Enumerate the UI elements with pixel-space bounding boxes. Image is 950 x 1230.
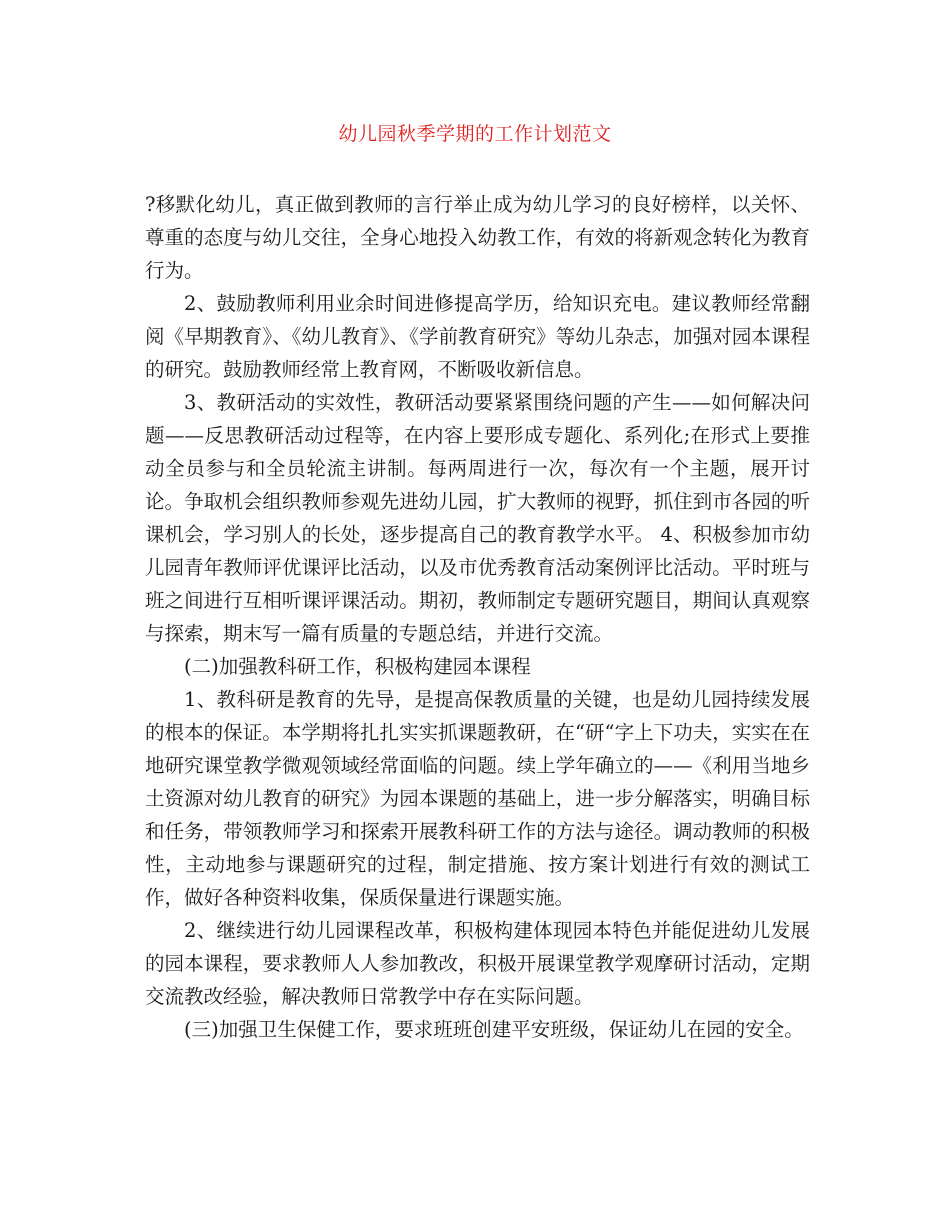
section-heading-3: (三)加强卫生保健工作，要求班班创建平安班级，保证幼儿在园的安全。 (184, 1018, 804, 1041)
paragraph-4: 1、教科研是教育的先导，是提高保教质量的关键，也是幼儿园持续发展的根本的保证。本学期将扎扎实实抓课题教研，在“研“字上下功夫，实实在在地研究课堂教学微观领域经常面临的问题。续上学年确立的——《利用当地乡土资源对幼儿教育的研究》为园本课题的基础上，进一步分解落实，明确目标和任务，带领教师学习和探索开展教科研工作的方法与途径。调动教师的积极性，主动地参与课题研究的过程，制定措施、按方案计划进行有效的测试工作，做好各种资料收集，保质保量进行课题实施。 (145, 688, 810, 909)
paragraph-5: 2、继续进行幼儿园课程改革，积极构建体现园本特色并能促进幼儿发展的园本课程，要求教师人人参加教改，积极开展课堂教学观摩研讨活动，定期交流教改经验，解决教师日常教学中存在实际问题。 (145, 919, 810, 1008)
document-body (145, 188, 810, 1046)
document-title: 幼儿园秋季学期的工作计划范文 (338, 123, 612, 145)
paragraph-2: 2、鼓励教师利用业余时间进修提高学历，给知识充电。建议教师经常翻阅《早期教育》、《幼儿教育》、《学前教育研究》等幼儿杂志，加强对园本课程的研究。鼓励教师经常上教育网，不断吸收新信息。 (145, 292, 810, 381)
paragraph-1: ?移默化幼儿，真正做到教师的言行举止成为幼儿学习的良好榜样，以关怀、尊重的态度与幼儿交往，全身心地投入幼教工作，有效的将新观念转化为教育行为。 (145, 193, 810, 282)
section-heading-2: (二)加强教科研工作，积极构建园本课程 (184, 655, 531, 678)
paragraph-3: 3、教研活动的实效性，教研活动要紧紧围绕问题的产生——如何解决问题——反思教研活动过程等，在内容上要形成专题化、系列化;在形式上要推动全员参与和全员轮流主讲制。每两周进行一次，每次有一个主题，展开讨论。争取机会组织教师参观先进幼儿园，扩大教师的视野，抓住到市各园的听课机会，学习别人的长处，逐步提高自己的教育教学水平。 4、积极参加市幼儿园青年教师评优课评比活动，以及市优秀教育活动案例评比活动。平时班与班之间进行互相听课评课活动。期初，教师制定专题研究题目，期间认真观察与探索，期末写一篇有质量的专题总结，并进行交流。 (145, 391, 810, 645)
